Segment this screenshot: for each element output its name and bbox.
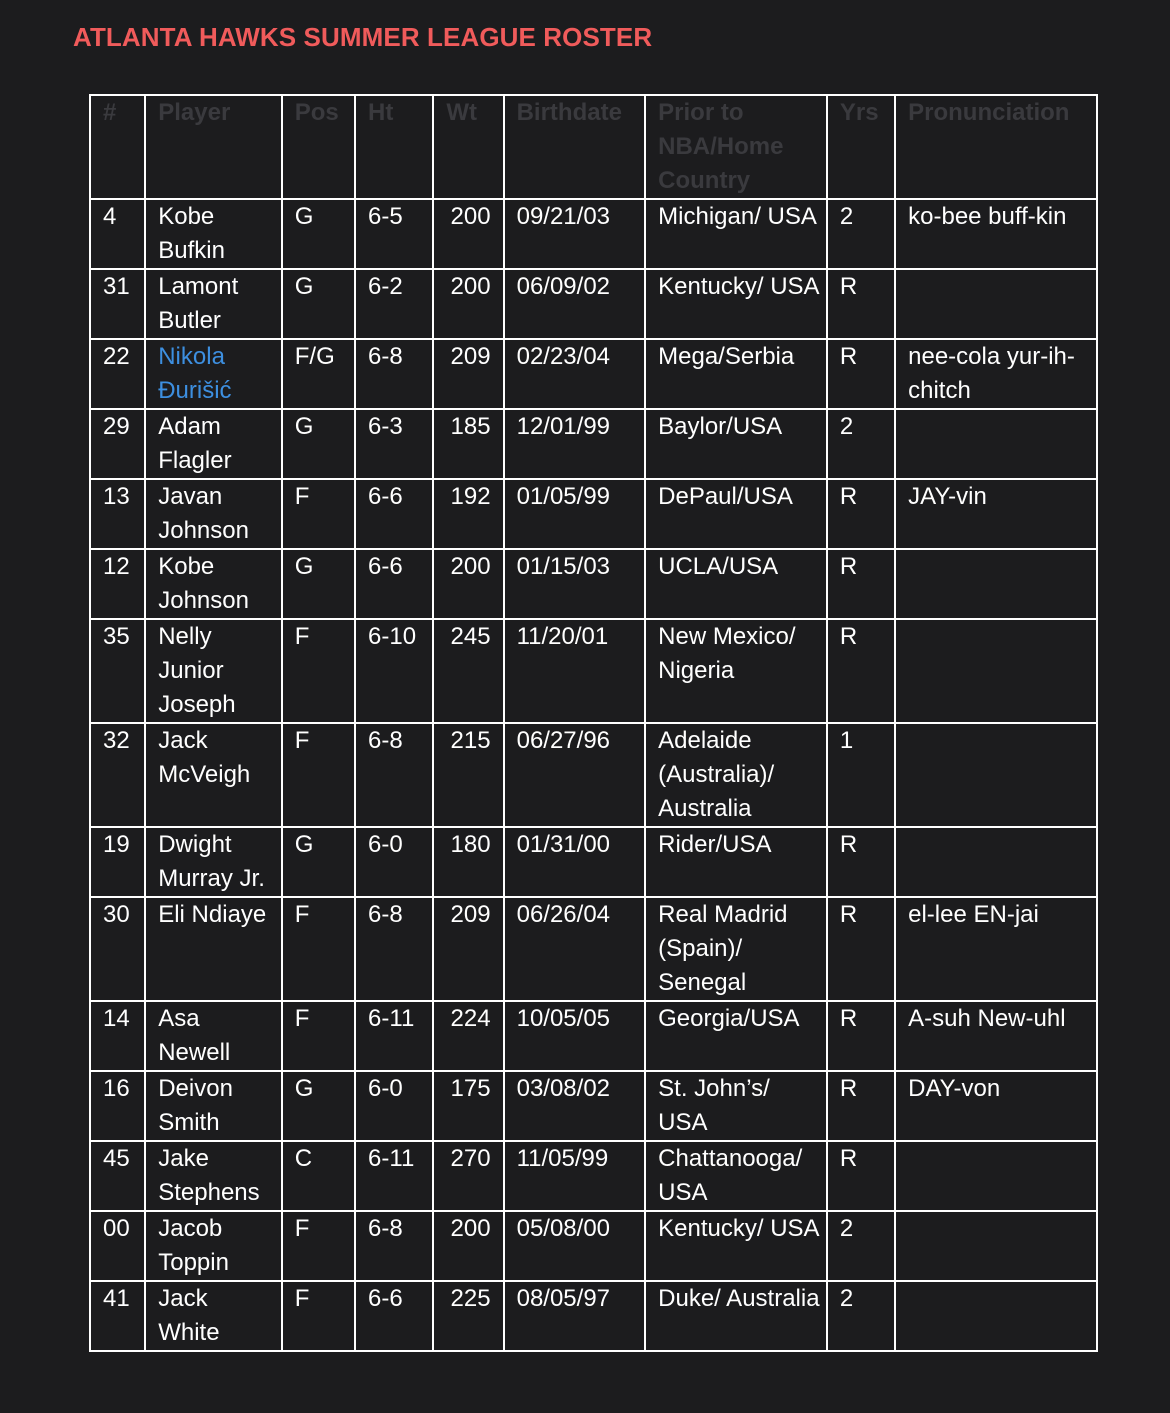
cell-prior-to-nba: Rider/USA: [645, 827, 827, 897]
cell-prior-to-nba: Kentucky/ USA: [645, 269, 827, 339]
cell-weight: 192: [433, 479, 503, 549]
cell-prior-to-nba: Kentucky/ USA: [645, 1211, 827, 1281]
header-row: [90, 95, 1097, 199]
table-row: [90, 723, 1097, 827]
cell-prior-to-nba: New Mexico/ Nigeria: [645, 619, 827, 723]
cell-pronunciation: [895, 409, 1097, 479]
cell-weight: 180: [433, 827, 503, 897]
cell-birthdate: 03/08/02: [504, 1071, 646, 1141]
cell-height: 6-11: [355, 1001, 433, 1071]
cell-height: 6-5: [355, 199, 433, 269]
cell-player-name: Jake Stephens: [145, 1141, 282, 1211]
cell-number: 29: [90, 409, 145, 479]
header-years: Yrs: [827, 95, 895, 199]
cell-pronunciation: JAY-vin: [895, 479, 1097, 549]
cell-position: F: [282, 897, 355, 1001]
cell-position: G: [282, 549, 355, 619]
cell-pronunciation: [895, 827, 1097, 897]
cell-years: R: [827, 1141, 895, 1211]
cell-prior-to-nba: Georgia/USA: [645, 1001, 827, 1071]
cell-player-name: Jack White: [145, 1281, 282, 1351]
cell-birthdate: 06/09/02: [504, 269, 646, 339]
cell-height: 6-3: [355, 409, 433, 479]
cell-pronunciation: [895, 549, 1097, 619]
cell-prior-to-nba: Real Madrid (Spain)/ Senegal: [645, 897, 827, 1001]
cell-position: G: [282, 827, 355, 897]
cell-weight: 200: [433, 269, 503, 339]
cell-position: F: [282, 1211, 355, 1281]
cell-number: 12: [90, 549, 145, 619]
cell-prior-to-nba: St. John’s/ USA: [645, 1071, 827, 1141]
table-row: [90, 1211, 1097, 1281]
cell-weight: 225: [433, 1281, 503, 1351]
cell-prior-to-nba: DePaul/USA: [645, 479, 827, 549]
cell-weight: 200: [433, 199, 503, 269]
cell-birthdate: 08/05/97: [504, 1281, 646, 1351]
header-player: Player: [145, 95, 282, 199]
cell-player-name: Kobe Bufkin: [145, 199, 282, 269]
cell-number: 45: [90, 1141, 145, 1211]
table-row: [90, 549, 1097, 619]
cell-pronunciation: A-suh New-uhl: [895, 1001, 1097, 1071]
cell-weight: 200: [433, 1211, 503, 1281]
table-row: [90, 339, 1097, 409]
cell-birthdate: 01/15/03: [504, 549, 646, 619]
cell-position: G: [282, 199, 355, 269]
cell-player-name: Lamont Butler: [145, 269, 282, 339]
cell-number: 35: [90, 619, 145, 723]
table-row: [90, 269, 1097, 339]
cell-number: 32: [90, 723, 145, 827]
cell-player-name: Jack McVeigh: [145, 723, 282, 827]
table-row: [90, 1281, 1097, 1351]
cell-number: 13: [90, 479, 145, 549]
cell-number: 4: [90, 199, 145, 269]
cell-pronunciation: DAY-von: [895, 1071, 1097, 1141]
cell-height: 6-8: [355, 723, 433, 827]
player-name-link[interactable]: Nikola Đurišić: [145, 339, 282, 409]
header-position: Pos: [282, 95, 355, 199]
cell-weight: 224: [433, 1001, 503, 1071]
roster-table: [89, 94, 1098, 1352]
cell-position: F: [282, 479, 355, 549]
cell-prior-to-nba: Adelaide (Australia)/ Australia: [645, 723, 827, 827]
cell-prior-to-nba: Michigan/ USA: [645, 199, 827, 269]
cell-pronunciation: [895, 619, 1097, 723]
table-row: [90, 1141, 1097, 1211]
cell-number: 31: [90, 269, 145, 339]
cell-years: 1: [827, 723, 895, 827]
cell-years: R: [827, 479, 895, 549]
cell-player-name: Adam Flagler: [145, 409, 282, 479]
cell-years: 2: [827, 199, 895, 269]
cell-years: R: [827, 619, 895, 723]
cell-weight: 200: [433, 549, 503, 619]
table-row: [90, 199, 1097, 269]
cell-player-name: Asa Newell: [145, 1001, 282, 1071]
cell-pronunciation: [895, 723, 1097, 827]
cell-pronunciation: [895, 1281, 1097, 1351]
cell-player-name: Nelly Junior Joseph: [145, 619, 282, 723]
cell-number: 19: [90, 827, 145, 897]
cell-years: 2: [827, 1211, 895, 1281]
cell-position: G: [282, 269, 355, 339]
cell-birthdate: 05/08/00: [504, 1211, 646, 1281]
header-number: #: [90, 95, 145, 199]
cell-position: F: [282, 619, 355, 723]
cell-player-name: Eli Ndiaye: [145, 897, 282, 1001]
cell-position: F: [282, 1281, 355, 1351]
header-height: Ht: [355, 95, 433, 199]
cell-weight: 185: [433, 409, 503, 479]
cell-height: 6-8: [355, 339, 433, 409]
cell-prior-to-nba: UCLA/USA: [645, 549, 827, 619]
cell-height: 6-6: [355, 479, 433, 549]
cell-years: R: [827, 897, 895, 1001]
cell-prior-to-nba: Chattanooga/ USA: [645, 1141, 827, 1211]
header-prior-to-nba: Prior to NBA/Home Country: [645, 95, 827, 199]
table-row: [90, 409, 1097, 479]
cell-weight: 215: [433, 723, 503, 827]
table-row: [90, 619, 1097, 723]
cell-pronunciation: el-lee EN-jai: [895, 897, 1097, 1001]
cell-years: R: [827, 339, 895, 409]
cell-birthdate: 09/21/03: [504, 199, 646, 269]
cell-position: G: [282, 1071, 355, 1141]
cell-birthdate: 01/05/99: [504, 479, 646, 549]
cell-years: R: [827, 1071, 895, 1141]
cell-height: 6-10: [355, 619, 433, 723]
table-row: [90, 1071, 1097, 1141]
cell-height: 6-11: [355, 1141, 433, 1211]
cell-position: G: [282, 409, 355, 479]
cell-weight: 245: [433, 619, 503, 723]
cell-position: F: [282, 723, 355, 827]
cell-pronunciation: [895, 1141, 1097, 1211]
cell-birthdate: 10/05/05: [504, 1001, 646, 1071]
table-row: [90, 479, 1097, 549]
cell-birthdate: 01/31/00: [504, 827, 646, 897]
cell-height: 6-8: [355, 897, 433, 1001]
cell-number: 00: [90, 1211, 145, 1281]
cell-position: F: [282, 1001, 355, 1071]
cell-position: F/G: [282, 339, 355, 409]
cell-years: R: [827, 549, 895, 619]
cell-years: 2: [827, 409, 895, 479]
cell-pronunciation: [895, 269, 1097, 339]
cell-player-name: Dwight Murray Jr.: [145, 827, 282, 897]
cell-prior-to-nba: Duke/ Australia: [645, 1281, 827, 1351]
cell-birthdate: 11/05/99: [504, 1141, 646, 1211]
header-pronunciation: Pronunciation: [895, 95, 1097, 199]
cell-height: 6-0: [355, 1071, 433, 1141]
cell-player-name: Deivon Smith: [145, 1071, 282, 1141]
cell-weight: 209: [433, 339, 503, 409]
cell-player-name: Jacob Toppin: [145, 1211, 282, 1281]
cell-birthdate: 02/23/04: [504, 339, 646, 409]
table-row: [90, 897, 1097, 1001]
cell-number: 30: [90, 897, 145, 1001]
cell-weight: 270: [433, 1141, 503, 1211]
cell-height: 6-8: [355, 1211, 433, 1281]
cell-birthdate: 06/27/96: [504, 723, 646, 827]
cell-number: 16: [90, 1071, 145, 1141]
cell-birthdate: 06/26/04: [504, 897, 646, 1001]
roster-body: [90, 199, 1097, 1351]
header-weight: Wt: [433, 95, 503, 199]
cell-pronunciation: nee-cola yur-ih-chitch: [895, 339, 1097, 409]
cell-player-name: Javan Johnson: [145, 479, 282, 549]
cell-position: C: [282, 1141, 355, 1211]
cell-prior-to-nba: Baylor/USA: [645, 409, 827, 479]
page-title: ATLANTA HAWKS SUMMER LEAGUE ROSTER: [73, 22, 653, 52]
cell-years: R: [827, 1001, 895, 1071]
table-row: [90, 827, 1097, 897]
cell-birthdate: 12/01/99: [504, 409, 646, 479]
cell-years: R: [827, 827, 895, 897]
table-row: [90, 1001, 1097, 1071]
cell-weight: 175: [433, 1071, 503, 1141]
cell-birthdate: 11/20/01: [504, 619, 646, 723]
cell-number: 41: [90, 1281, 145, 1351]
cell-number: 14: [90, 1001, 145, 1071]
cell-prior-to-nba: Mega/Serbia: [645, 339, 827, 409]
cell-player-name: Kobe Johnson: [145, 549, 282, 619]
cell-years: 2: [827, 1281, 895, 1351]
cell-number: 22: [90, 339, 145, 409]
cell-height: 6-0: [355, 827, 433, 897]
cell-height: 6-2: [355, 269, 433, 339]
cell-years: R: [827, 269, 895, 339]
cell-pronunciation: [895, 1211, 1097, 1281]
cell-pronunciation: ko-bee buff-kin: [895, 199, 1097, 269]
cell-height: 6-6: [355, 549, 433, 619]
cell-height: 6-6: [355, 1281, 433, 1351]
cell-weight: 209: [433, 897, 503, 1001]
header-birthdate: Birthdate: [504, 95, 646, 199]
